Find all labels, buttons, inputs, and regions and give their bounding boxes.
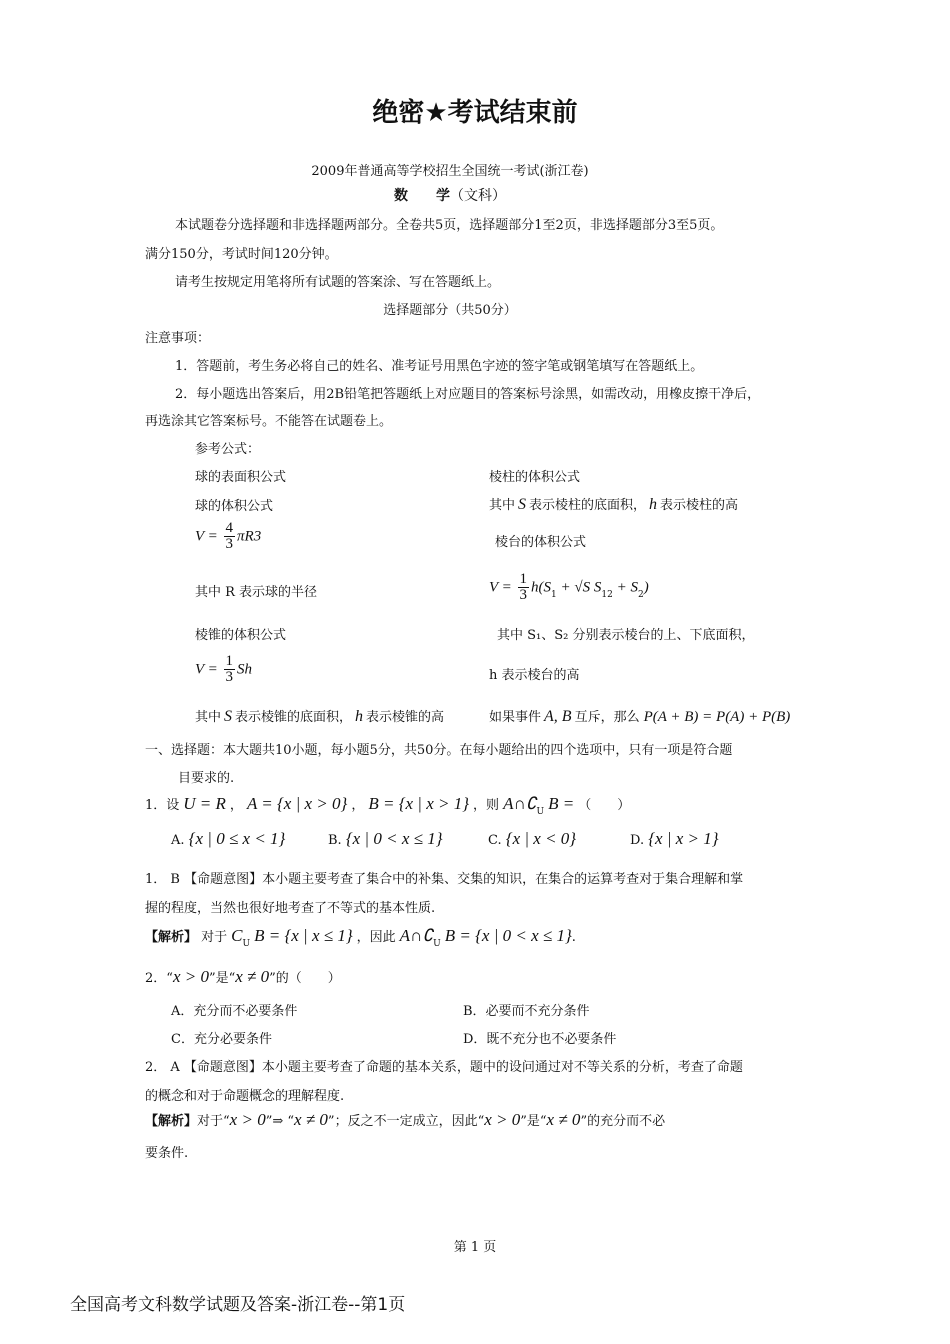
cone-lhs: V = [195,661,222,678]
q1-option-b [328,829,443,849]
q1-opt-a: {x | 0 ≤ x < 1} [188,829,286,848]
frustum-lhs: V = [489,579,516,596]
q2-jiexi-x2: x ≠ 0 [294,1110,328,1129]
q1-opt-d: {x | x > 1} [648,829,719,848]
q2-c: ”的（ ） [269,971,341,986]
q1-jiexi-b: ，因此 [356,930,396,945]
q1-answer-b: 握的程度，当然也很好地考查了不等式的基本性质. [145,901,436,916]
q1-option-d [630,829,719,849]
event-a: 如果事件 [489,710,542,725]
frustum-h-note: h 表示棱台的高 [489,668,580,683]
q2-option-c: C．充分必要条件 [171,1032,272,1047]
q2-jiexi-d: ”是“ [520,1114,547,1129]
cone-volume-label: 棱锥的体积公式 [195,628,287,643]
sphere-v-fraction [224,521,236,552]
q2-b: ”是“ [208,971,236,986]
q1-num: 1．设 [145,798,180,813]
q2-jiexi-x3: x > 0 [484,1110,521,1129]
frustum-rhs2: + √S S [556,579,602,596]
cone-note-c: 表示棱锥的高 [366,710,445,725]
subject-line [0,185,900,205]
q1-opt-b-label: B. [328,833,342,848]
sphere-area-label: 球的表面积公式 [195,470,287,485]
prism-note-h: h [649,496,658,513]
cone-note [195,706,444,726]
q2-a: “ [166,971,173,986]
q1-opt-c-label: C. [488,833,502,848]
q2-jiexi-a: 对于“ [197,1114,230,1129]
q1-expr-sub: U [536,807,545,817]
q1-opt-c: {x | x < 0} [505,829,577,848]
cone-formula [195,654,252,685]
q1-paren: （ ） [578,798,631,813]
event-formula: P(A + B) = P(A) + P(B) [643,709,791,725]
cone-rhs: Sh [237,661,253,678]
notice-title: 注意事项： [145,331,211,346]
q1-stem: 1．设 U = R ， A = {x | x > 0} ， B = {x | x > 1} ，则 $A\cap∁_U$ B = （ ） [145,794,631,817]
frustum-volume-label: 棱台的体积公式 [495,535,587,550]
prism-note-a: 其中 [489,498,516,513]
prism-note-c: 表示棱柱的高 [660,498,739,513]
frustum-den: 3 [519,587,528,603]
q1-jiexi [145,926,576,949]
q1-jiexi-end: . [571,930,576,945]
q1-jiexi-sub2: U [433,939,441,949]
frustum-fraction [518,572,530,603]
subject-type: （文科） [450,188,506,204]
q2-jiexi-c: ”；反之不一定成立，因此“ [327,1114,485,1129]
q2-jiexi-x1: x > 0 [229,1110,266,1129]
frustum-rhs3: + S [612,579,638,596]
q1-a: A = {x | x > 0} [246,794,348,813]
cone-note-s: S [224,708,233,725]
notice-1: 1．答题前，考生务必将自己的姓名、准考证号用黑色字迹的签字笔或钢笔填写在答题纸上。 [175,359,704,374]
q1-option-c [488,829,576,849]
event-note [489,706,790,726]
prism-note [489,494,738,514]
sphere-v-lhs: V = [195,528,222,545]
q1-opt-b: {x | 0 < x ≤ 1} [345,829,443,848]
section-heading: 选择题部分（共50分） [383,303,517,318]
sphere-volume-formula [195,521,261,552]
cone-note-b: 表示棱锥的底面积， [235,710,353,725]
exam-title: 2009年普通高等学校招生全国统一考试(浙江卷) [311,164,589,179]
q1-b: B = {x | x > 1} [368,794,470,813]
notice-2a: 2．每小题选出答案后，用2B铅笔把答题纸上对应题目的答案标号涂黑，如需改动，用橡皮擦干净后， [175,387,761,402]
part1-heading-a: 一、选择题：本大题共10小题，每小题5分，共50分。在每小题给出的四个选项中，只有一项是符合题 [145,743,733,758]
document-caption: 全国高考文科数学试题及答案-浙江卷--第1页 [70,1295,406,1315]
q2-stem [145,967,341,987]
cone-note-a: 其中 [195,710,222,725]
sphere-v-rhs: πR3 [237,528,262,545]
sphere-v-den: 3 [225,536,234,552]
page-title: 绝密★考试结束前 [372,98,578,128]
q1-jiexi-expr3: A∩∁ [399,926,434,945]
q2-jiexi-f: 要条件. [145,1146,189,1161]
q2-jiexi [145,1110,665,1130]
part1-heading-b: 目要求的. [178,771,235,786]
q2-num: 2． [145,971,167,986]
q1-jiexi-expr1: C [231,926,243,945]
frustum-rhs4: ) [643,579,649,596]
intro-line3: 请考生按规定用笔将所有试题的答案涂、写在答题纸上。 [175,275,501,290]
q1-opt-a-label: A. [171,833,185,848]
q1-answer-a: 1． B 【命题意图】本小题主要考查了集合中的补集、交集的知识，在集合的运算考查对于集合理解和掌 [145,872,744,887]
sphere-v-num: 4 [225,520,234,536]
frustum-formula [489,572,649,603]
intro-line2: 满分150分，考试时间120分钟。 [145,247,338,262]
frustum-sub2b: 2 [607,589,613,600]
q1-expr2: B = [548,794,575,813]
q2-answer-a: 2． A 【命题意图】本小题主要考查了命题的基本关系，题中的设问通过对不等关系的分析，考查了命题 [145,1060,743,1075]
q2-option-b: B．必要而不充分条件 [463,1004,590,1019]
q1-jiexi-a: 对于 [201,930,228,945]
q1-option-a [171,829,285,849]
q2-option-a: A．充分而不必要条件 [171,1004,298,1019]
subject: 数 学 [394,188,450,204]
q1-then: ，则 [473,798,500,813]
page-number: 第 1 页 [453,1240,497,1255]
q1-jiexi-expr2: B = {x | x ≤ 1} [254,926,353,945]
sphere-volume-label: 球的体积公式 [195,499,274,514]
sphere-radius-note: 其中 R 表示球的半径 [195,585,318,600]
frustum-num: 1 [519,571,528,587]
q1-jiexi-label: 【解析】 [145,930,198,945]
prism-note-b: 表示棱柱的底面积， [529,498,647,513]
cone-num: 1 [225,653,234,669]
cone-fraction [224,654,236,685]
q2-jiexi-x4: x ≠ 0 [546,1110,581,1129]
event-b: 互斥，那么 [574,710,640,725]
frustum-sub1: 1 [551,589,557,600]
q2-answer-b: 的概念和对于命题概念的理解程度. [145,1089,345,1104]
formulas-title: 参考公式： [195,442,261,457]
q2-jiexi-b: ”⇒ “ [265,1114,295,1129]
q1-jiexi-expr4: B = {x | 0 < x ≤ 1} [444,926,572,945]
frustum-rhs: h(S [531,579,552,596]
prism-note-s: S [518,496,527,513]
q2-jiexi-e: ”的充分而不必 [580,1114,666,1129]
q1-u: U = R [183,794,226,813]
prism-volume-label: 棱柱的体积公式 [489,470,581,485]
q2-x1: x > 0 [172,967,209,986]
frustum-sub2: 2 [637,589,644,600]
notice-2b: 再选涂其它答案标号。不能答在试题卷上。 [145,414,393,429]
q2-jiexi-label: 【解析】 [145,1114,198,1129]
q1-expr: A∩∁ [503,794,537,813]
intro-line1: 本试题卷分选择题和非选择题两部分。全卷共5页，选择题部分1至2页，非选择题部分3至5页。 [175,218,724,233]
q1-jiexi-sub: U [242,939,251,949]
cone-note-h: h [355,708,364,725]
frustum-note: 其中 S₁、S₂ 分别表示棱台的上、下底面积， [497,628,755,643]
event-ab: A, B [544,708,572,725]
q2-option-d: D．既不充分也不必要条件 [463,1032,617,1047]
frustum-sub1b: 1 [601,589,608,600]
q1-opt-d-label: D. [630,833,645,848]
cone-den: 3 [225,669,234,685]
q2-x2: x ≠ 0 [235,967,270,986]
